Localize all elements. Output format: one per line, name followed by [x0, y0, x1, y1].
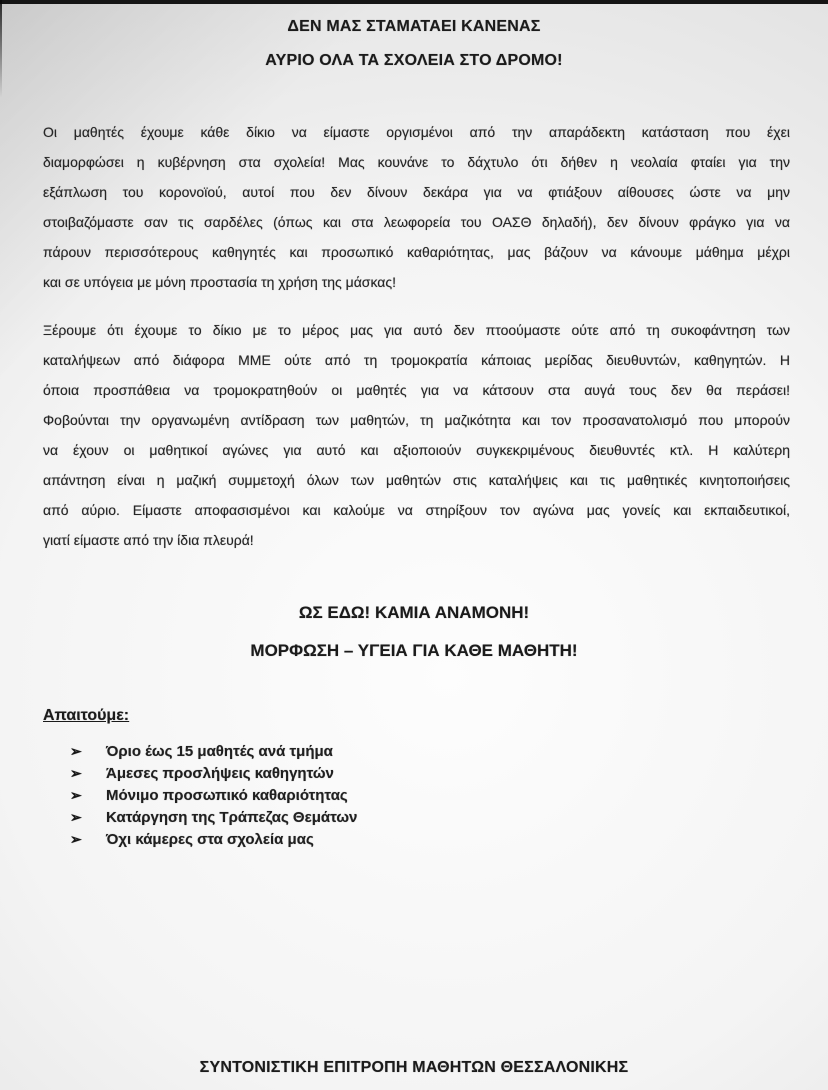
demands-heading: Απαιτούμε: — [43, 707, 130, 724]
demands-list — [70, 740, 670, 850]
paragraph-1 — [43, 117, 790, 297]
demand-text: Όχι κάμερες στα σχολεία μας — [106, 831, 314, 848]
paragraph-2-line: να έχουν οι μαθητικοί αγώνες για αυτό και αξιοποιούν συγκεκριμένους διευθυντές κτλ. Η καλύτερη — [43, 442, 790, 458]
demand-item — [70, 806, 670, 828]
paragraph-2-line: Φοβούνται την οργανωμένη αντίδραση των μαθητών, τη μαζικότητα και τον προσανατολισμό που μπορούν — [43, 412, 790, 428]
slogan-line-2: ΜΟΡΦΩΣΗ – ΥΓΕΙΑ ΓΙΑ ΚΑΘΕ ΜΑΘΗΤΗ! — [250, 641, 578, 660]
demand-item — [70, 828, 670, 850]
demand-item — [70, 740, 670, 762]
header-line-1: ΔΕΝ ΜΑΣ ΣΤΑΜΑΤΑΕΙ ΚΑΝΕΝΑΣ — [287, 18, 541, 35]
header-line-2: ΑΥΡΙΟ ΟΛΑ ΤΑ ΣΧΟΛΕΙΑ ΣΤΟ ΔΡΟΜΟ! — [265, 52, 563, 69]
paragraph-1-line: στοιβαζόμαστε σαν τις σαρδέλες (όπως και στα λεωφορεία του ΟΑΣΘ δηλαδή), δεν δίνουν φράγκο για να — [43, 214, 790, 230]
arrow-bullet-icon: ➢ — [70, 743, 82, 759]
paragraph-2-line: από αύριο. Είμαστε αποφασισμένοι και καλούμε να στηρίξουν τον αγώνα μας γονείς και εκπαιδευτικοί, — [43, 502, 790, 518]
scan-artifact-left-edge — [0, 0, 2, 98]
demand-item — [70, 784, 670, 806]
paragraph-1-line: εξάπλωση του κορονοϊού, αυτοί που δεν δίνουν δεκάρα για να φτιάξουν αίθουσες ώστε να μην — [43, 184, 790, 200]
paragraph-2-line: Ξέρουμε ότι έχουμε το δίκιο με το μέρος μας για αυτό δεν πτοούμαστε ούτε από τη συκοφάντηση των — [43, 322, 790, 338]
arrow-bullet-icon: ➢ — [70, 809, 82, 825]
paragraph-1-line: και σε υπόγεια με μόνη προστασία τη χρήση της μάσκας! — [43, 274, 397, 290]
paragraph-1-line: Οι μαθητές έχουμε κάθε δίκιο να είμαστε οργισμένοι από την απαράδεκτη κατάσταση που έχει — [43, 124, 790, 140]
paragraph-1-line: πάρουν περισσότερους καθηγητές και προσωπικό καθαριότητας, μας βάζουν να κάνουμε μάθημα μέχρι — [43, 244, 790, 260]
demand-item — [70, 762, 670, 784]
paragraph-2-line: όποια προσπάθεια να τρομοκρατηθούν οι μαθητές για να κάτσουν στα αυγά τους δεν θα περάσει! — [43, 382, 790, 398]
footer-signature: ΣΥΝΤΟΝΙΣΤΙΚΗ ΕΠΙΤΡΟΠΗ ΜΑΘΗΤΩΝ ΘΕΣΣΑΛΟΝΙΚΗΣ — [199, 1059, 629, 1076]
arrow-bullet-icon: ➢ — [70, 831, 82, 847]
demand-text: Άμεσες προσλήψεις καθηγητών — [106, 765, 334, 782]
scan-artifact-top-bar — [0, 0, 828, 4]
paragraph-2-line: καταλήψεων από διάφορα ΜΜΕ ούτε από τη τρομοκρατία κάποιας μερίδας διευθυντών, καθηγητών. Η — [43, 352, 790, 368]
paragraph-1-line: διαμορφώσει η κυβέρνηση στα σχολεία! Μας κουνάνε το δάχτυλο ότι δήθεν η νεολαία φταίει για την — [43, 154, 790, 170]
slogan-line-1: ΩΣ ΕΔΩ! ΚΑΜΙΑ ΑΝΑΜΟΝΗ! — [298, 603, 530, 622]
paragraph-2 — [43, 315, 790, 555]
arrow-bullet-icon: ➢ — [70, 765, 82, 781]
demand-text: Όριο έως 15 μαθητές ανά τμήμα — [106, 743, 333, 760]
arrow-bullet-icon: ➢ — [70, 787, 82, 803]
demand-text: Μόνιμο προσωπικό καθαριότητας — [106, 787, 348, 804]
paragraph-2-line: γιατί είμαστε από την ίδια πλευρά! — [43, 532, 254, 548]
demand-text: Κατάργηση της Τράπεζας Θεμάτων — [106, 809, 358, 826]
paragraph-2-line: απάντηση είναι η μαζική συμμετοχή όλων των μαθητών στις καταλήψεις και τις μαθητικές κινητοποιήσεις — [43, 472, 790, 488]
